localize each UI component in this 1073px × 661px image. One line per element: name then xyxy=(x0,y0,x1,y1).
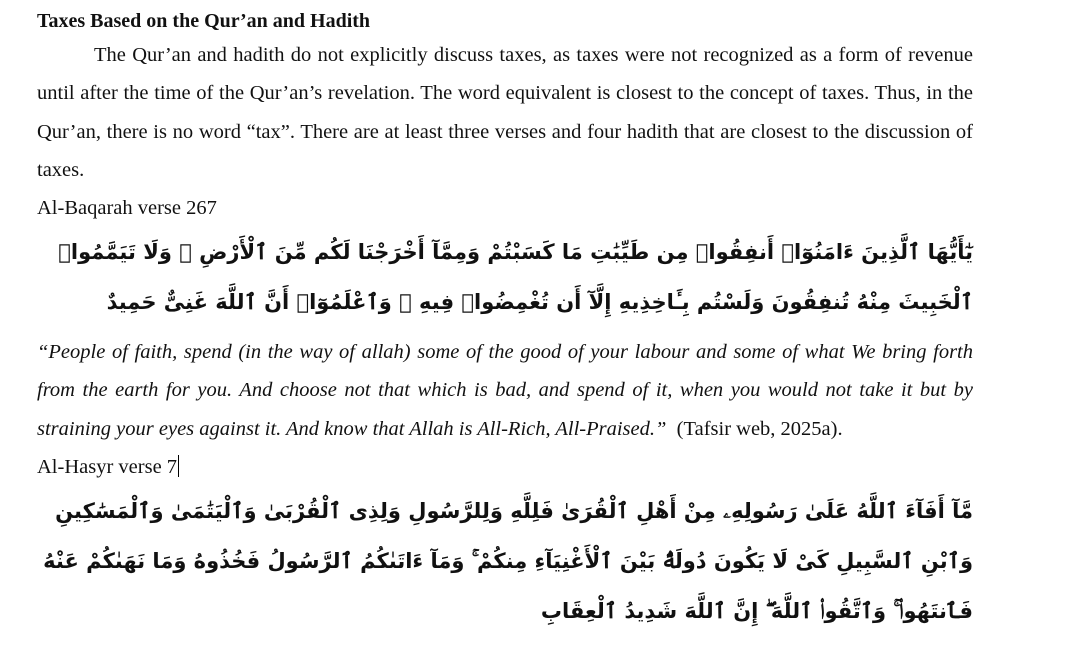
verse-label-hasyr xyxy=(37,448,973,486)
verse-label-hasyr-text: Al-Hasyr verse 7 xyxy=(37,456,178,479)
verse-label-baqarah: Al-Baqarah verse 267 xyxy=(37,197,217,220)
arabic-verse-baqarah: يٰٓأَيُّهَا ٱلَّذِينَ ءَامَنُوٓا۟ أَنفِقُوا۟ مِن طَيِّبَٰتِ مَا كَسَبْتُمْ وَمِمَّآ أَخْرَجْنَا لَكُم مِّنَ ٱلْأَرْضِ ۖ وَلَا تَيَمَّمُوا۟ ٱلْخَبِيثَ مِنْهُ تُنفِقُونَ وَلَسْتُم بِـَٔاخِذِيهِ إِلَّآ أَن تُغْمِضُوا۟ فِيهِ ۚ وَٱعْلَمُوٓا۟ أَنَّ ٱللَّهَ غَنِىٌّ حَمِيدٌ xyxy=(58,240,973,315)
translation-citation: (Tafsir web, 2025a). xyxy=(676,417,843,440)
section-heading: Taxes Based on the Qur’an and Hadith xyxy=(37,10,371,32)
document-body[interactable] xyxy=(37,6,973,636)
arabic-verse-hasyr: مَّآ أَفَآءَ ٱللَّهُ عَلَىٰ رَسُولِهِۦ مِنْ أَهْلِ ٱلْقُرَىٰ فَلِلَّهِ وَلِلرَّسُولِ وَلِذِى ٱلْقُرْبَىٰ وَٱلْيَتَٰمَىٰ وَٱلْمَسَٰكِينِ وَٱبْنِ ٱلسَّبِيلِ كَىْ لَا يَكُونَ دُولَةًۢ بَيْنَ ٱلْأَغْنِيَآءِ مِنكُمْ ۚ وَمَآ ءَاتَىٰكُمُ ٱلرَّسُولُ فَخُذُوهُ وَمَا نَهَىٰكُمْ عَنْهُ فَٱنتَهُوا۟ ۚ وَٱتَّقُوا۟ ٱللَّهَ ۖ إِنَّ ٱللَّهَ شَدِيدُ ٱلْعِقَابِ xyxy=(43,499,973,624)
text-cursor xyxy=(178,455,179,477)
intro-paragraph: The Qur’an and hadith do not explicitly discuss taxes, as taxes were not recognized as a form of revenue until after the time of the Qur’an’s revelation. The word equivalent is closest to the concept of taxes. Thus, in the Qur’an, there is no word “tax”. There are at least three verses and four hadith that are closest to the discussion of taxes. xyxy=(37,44,973,181)
verse-translation-baqarah xyxy=(37,333,973,448)
translation-text: “People of faith, spend (in the way of allah) some of the good of your labour and some of what We bring forth from the earth for you. And choose not that which is bad, and spend of it, when you would not take it but by straining your eyes against it. And know that Allah is All-Rich, All-Praised.” xyxy=(37,341,973,440)
